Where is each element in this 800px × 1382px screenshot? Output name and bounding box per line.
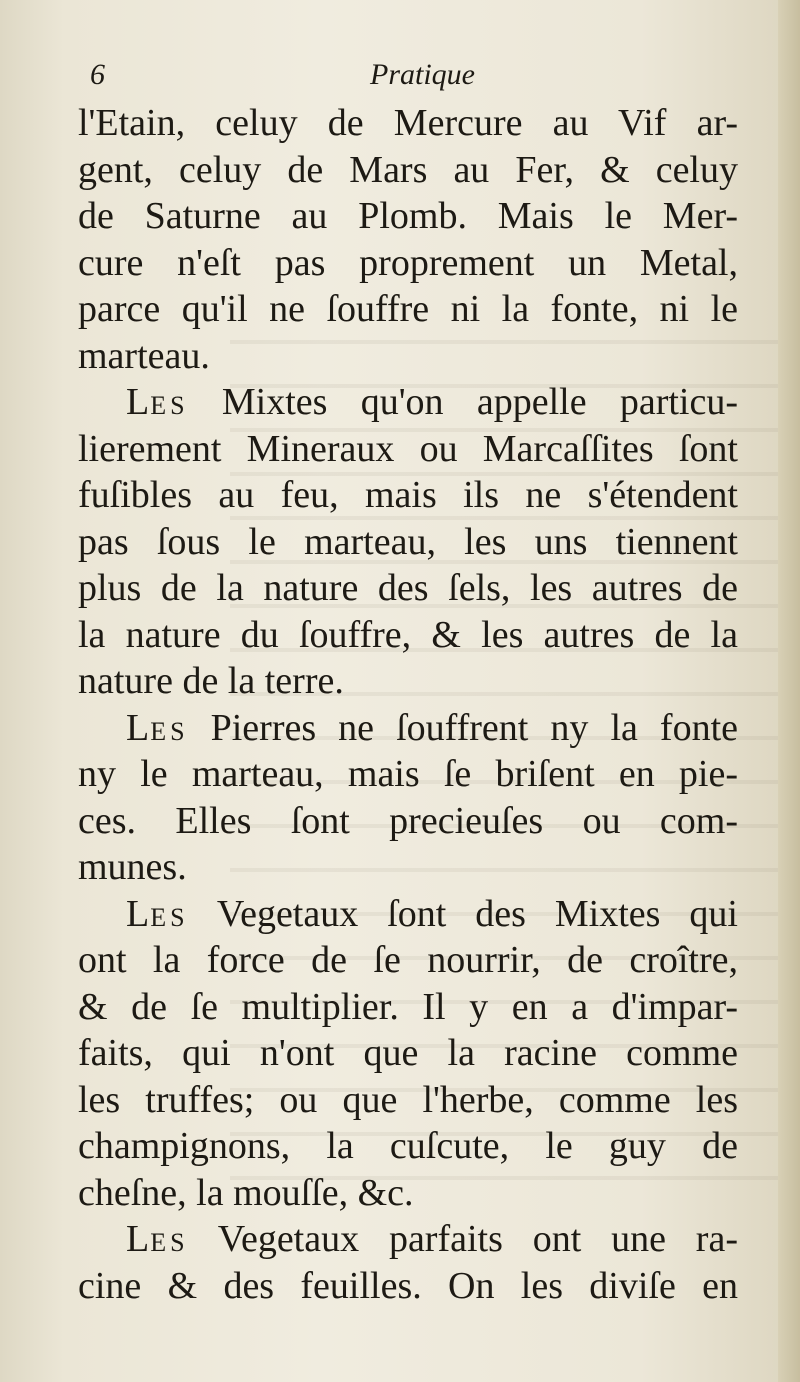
- lead-capital: L: [126, 1218, 151, 1260]
- text-line: cine & des feuilles. On les diviſe en: [78, 1264, 738, 1307]
- paragraph: [78, 891, 738, 1217]
- page-edge: [778, 0, 800, 1382]
- paragraph: [78, 1216, 738, 1309]
- text-line: [78, 1216, 738, 1263]
- paragraph: [78, 705, 738, 891]
- text-line: champignons, la cuſcute, le guy de: [78, 1125, 738, 1167]
- lead-small-caps: ES: [150, 716, 189, 746]
- body-text: [78, 100, 738, 1309]
- text-line: faits, qui n'ont que la racine comme: [78, 1032, 738, 1074]
- lead-small-caps: ES: [150, 902, 189, 932]
- text-line: & de ſe multiplier. Il y en a d'impar-: [78, 985, 738, 1028]
- paragraph: [78, 100, 738, 379]
- lead-capital: L: [126, 381, 151, 423]
- text-line: ny le marteau, mais ſe briſent en pie-: [78, 753, 738, 795]
- text-fragment: Pierres ne ſouffrent ny la fonte: [210, 706, 738, 749]
- text-line: parce qu'il ne ſouffre ni la fonte, ni le: [78, 288, 738, 330]
- text-line: cheſne, la mouſſe, &c.: [78, 1171, 414, 1214]
- text-line: [78, 379, 738, 426]
- lead-capital: L: [126, 706, 151, 749]
- text-line: munes.: [78, 846, 187, 888]
- lead-word: [126, 381, 189, 423]
- running-title: Pratique: [370, 58, 475, 91]
- paragraph: [78, 379, 738, 705]
- text-line: nature de la terre.: [78, 660, 344, 702]
- lead-word: [126, 1218, 189, 1260]
- text-line: plus de la nature des ſels, les autres de: [78, 567, 738, 609]
- text-line: la nature du ſouffre, & les autres de la: [78, 613, 738, 656]
- lead-word: [126, 893, 189, 935]
- text-fragment: Vegetaux ſont des Mixtes qui: [216, 892, 738, 935]
- text-fragment: Vegetaux parfaits ont une ra-: [217, 1218, 738, 1260]
- text-line: cure n'eſt pas proprement un Metal,: [78, 241, 738, 284]
- text-line: les truffes; ou que l'herbe, comme les: [78, 1078, 738, 1121]
- page-number: 6: [90, 58, 105, 91]
- text-line: lierement Mineraux ou Marcaſſites ſont: [78, 427, 738, 470]
- text-line: ces. Elles ſont precieuſes ou com-: [78, 799, 738, 842]
- lead-small-caps: ES: [150, 1228, 189, 1257]
- lead-capital: L: [126, 892, 151, 935]
- text-line: [78, 705, 738, 752]
- text-line: gent, celuy de Mars au Fer, & celuy: [78, 148, 738, 191]
- text-line: ont la force de ſe nourrir, de croître,: [78, 939, 738, 981]
- text-line: pas ſous le marteau, les uns tiennent: [78, 520, 738, 563]
- text-fragment: Mixtes qu'on appelle particu-: [221, 381, 739, 423]
- text-line: marteau.: [78, 334, 210, 377]
- text-line: [78, 891, 738, 938]
- text-line: l'Etain, celuy de Mercure au Vif ar-: [78, 102, 738, 144]
- lead-word: [126, 707, 189, 749]
- lead-small-caps: ES: [150, 391, 189, 420]
- running-header: [90, 58, 730, 98]
- text-line: fuſibles au feu, mais ils ne s'étendent: [78, 474, 738, 516]
- text-line: de Saturne au Plomb. Mais le Mer-: [78, 195, 738, 237]
